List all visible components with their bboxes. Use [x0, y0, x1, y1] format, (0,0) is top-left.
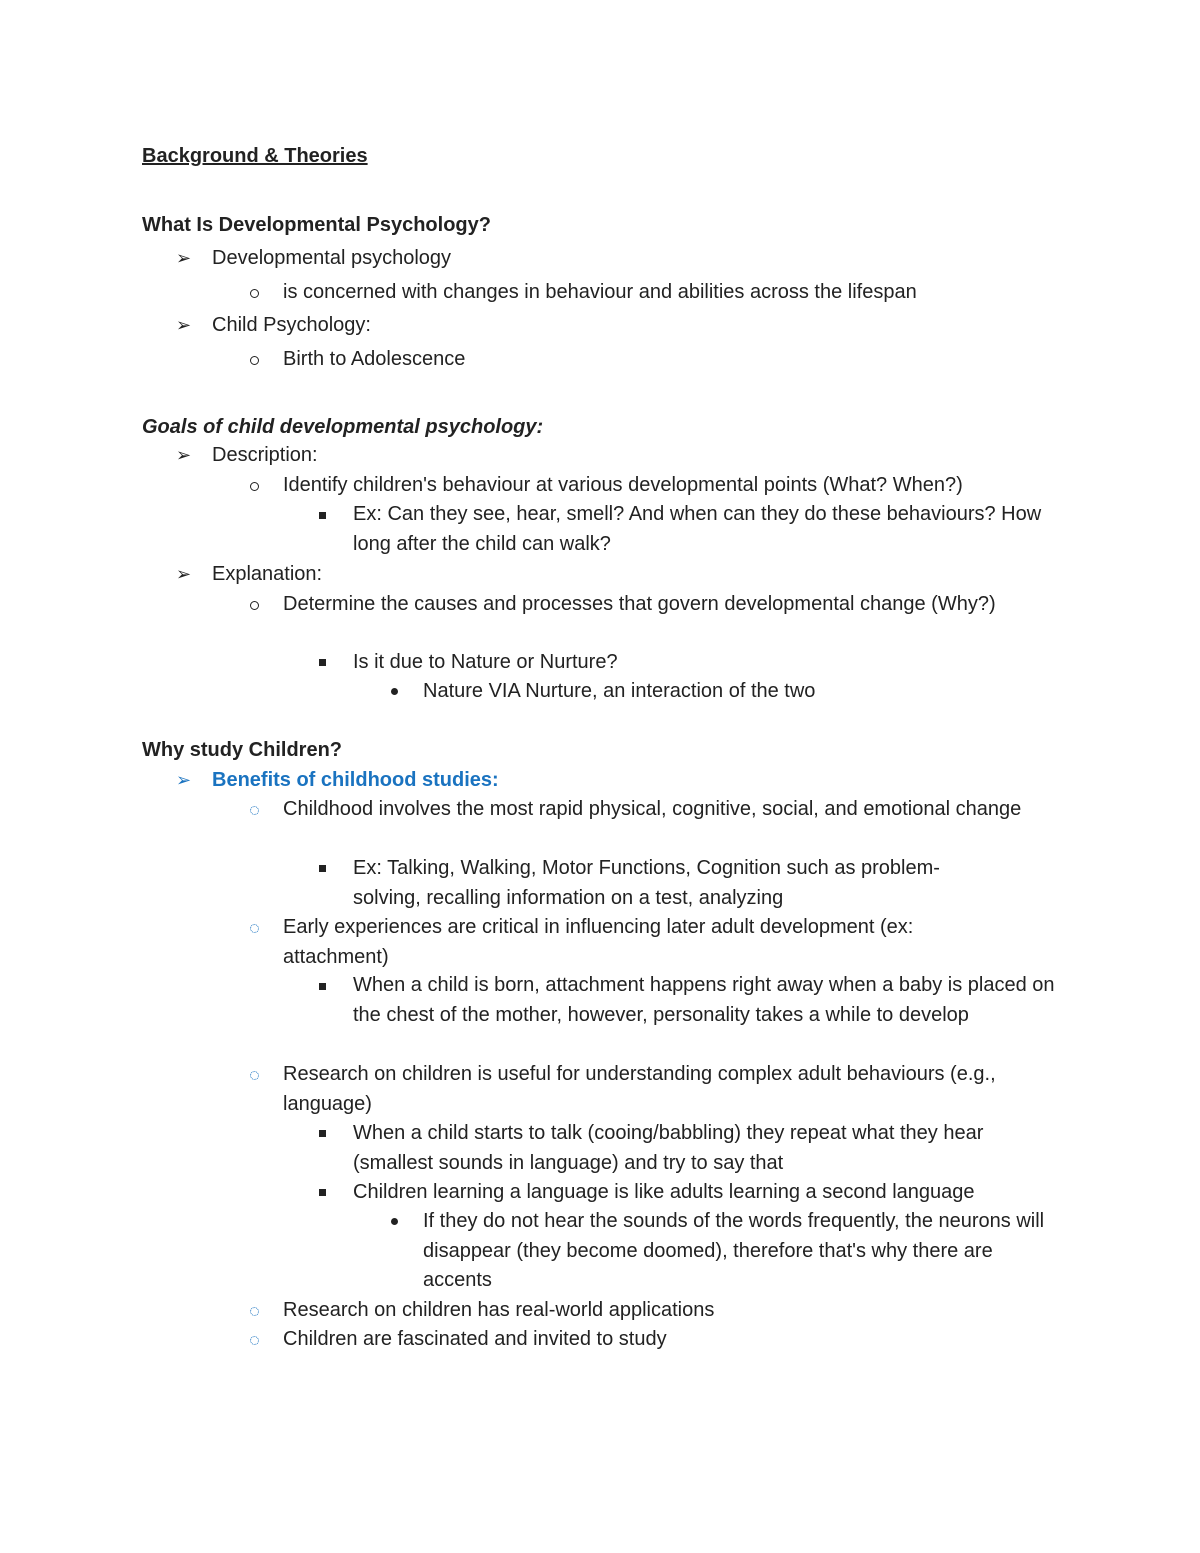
list-item: When a child starts to talk (cooing/babbling) they repeat what they hear (smallest sounds in language) and try to say that — [353, 1122, 984, 1174]
dotted-circle-bullet-icon — [250, 1071, 259, 1080]
arrow-bullet-icon: ➢ — [176, 564, 192, 584]
list-item: Identify children's behaviour at various developmental points (What? When?) — [283, 474, 963, 496]
arrow-bullet-icon: ➢ — [176, 248, 192, 268]
list-item: Child Psychology: — [212, 314, 371, 336]
hollow-circle-bullet-icon — [250, 601, 259, 610]
dotted-circle-bullet-icon — [250, 1307, 259, 1316]
hollow-circle-bullet-icon — [250, 482, 259, 491]
hollow-circle-bullet-icon — [250, 289, 259, 298]
arrow-bullet-icon: ➢ — [176, 770, 192, 790]
list-item: Determine the causes and processes that govern developmental change (Why?) — [283, 593, 996, 615]
dotted-circle-bullet-icon — [250, 924, 259, 933]
arrow-bullet-icon: ➢ — [176, 445, 192, 465]
square-bullet-icon — [319, 983, 326, 990]
list-item: Is it due to Nature or Nurture? — [353, 651, 618, 673]
list-item: Childhood involves the most rapid physical, cognitive, social, and emotional change — [283, 798, 1022, 820]
list-item: Research on children is useful for understanding complex adult behaviours (e.g., language) — [283, 1063, 996, 1115]
section-heading-goals: Goals of child developmental psychology: — [142, 416, 544, 438]
list-item: Ex: Talking, Walking, Motor Functions, Cognition such as problem-solving, recalling information on a test, analyzing — [353, 857, 940, 909]
list-item: Children are fascinated and invited to study — [283, 1328, 667, 1350]
square-bullet-icon — [319, 659, 326, 666]
dotted-circle-bullet-icon — [250, 806, 259, 815]
list-item: Children learning a language is like adults learning a second language — [353, 1181, 975, 1203]
arrow-bullet-icon: ➢ — [176, 315, 192, 335]
list-item: When a child is born, attachment happens right away when a baby is placed on the chest of the mother, however, personality takes a while to develop — [353, 974, 1055, 1026]
list-item: Research on children has real-world applications — [283, 1299, 715, 1321]
list-item: Ex: Can they see, hear, smell? And when can they do these behaviours? How long after the child can walk? — [353, 503, 1042, 555]
square-bullet-icon — [319, 1130, 326, 1137]
document-title: Background & Theories — [142, 145, 368, 167]
list-item: Early experiences are critical in influencing later adult development (ex: attachment) — [283, 916, 914, 968]
square-bullet-icon — [319, 512, 326, 519]
list-item: is concerned with changes in behaviour and abilities across the lifespan — [283, 281, 917, 303]
list-item: Nature VIA Nurture, an interaction of the two — [423, 680, 816, 702]
dotted-circle-bullet-icon — [250, 1336, 259, 1345]
section-heading-why-study-children: Why study Children? — [142, 739, 342, 761]
list-item: If they do not hear the sounds of the words frequently, the neurons will disappear (they become doomed), therefore that's why there are accents — [423, 1210, 1045, 1292]
list-item: Birth to Adolescence — [283, 348, 466, 370]
section-heading-developmental-psychology: What Is Developmental Psychology? — [142, 214, 491, 236]
filled-circle-bullet-icon — [391, 1218, 398, 1225]
list-item-benefits: Benefits of childhood studies: — [212, 769, 499, 791]
list-item: Developmental psychology — [212, 247, 452, 269]
list-item: Description: — [212, 444, 318, 466]
square-bullet-icon — [319, 865, 326, 872]
list-item: Explanation: — [212, 563, 323, 585]
hollow-circle-bullet-icon — [250, 356, 259, 365]
square-bullet-icon — [319, 1189, 326, 1196]
filled-circle-bullet-icon — [391, 688, 398, 695]
